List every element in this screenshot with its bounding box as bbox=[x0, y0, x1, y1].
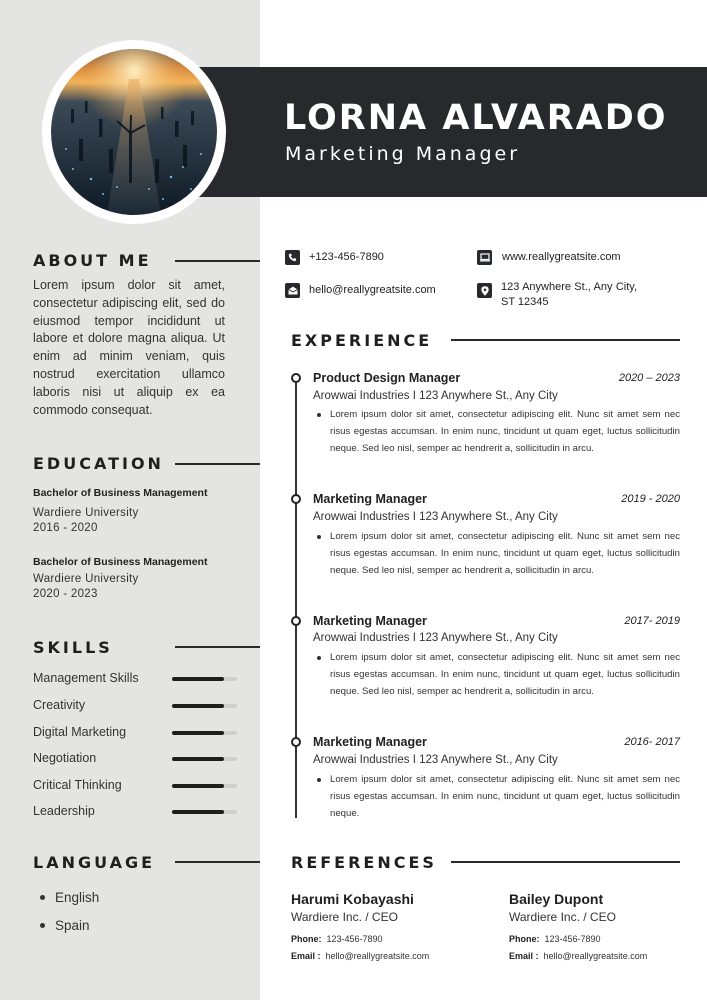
location-pin-icon bbox=[477, 283, 492, 298]
skill-bar bbox=[172, 784, 237, 788]
references-title: REFERENCES bbox=[291, 853, 437, 872]
education-school: Wardiere University bbox=[33, 573, 139, 585]
reference-email-value[interactable]: hello@reallygreatsite.com bbox=[325, 951, 430, 961]
job-years: 2017- 2019 bbox=[624, 615, 680, 627]
bullet-icon bbox=[317, 413, 321, 417]
reference-org: Wardiere Inc. / CEO bbox=[509, 910, 616, 924]
education-years: 2020 - 2023 bbox=[33, 588, 98, 600]
job-description: Lorem ipsum dolor sit amet, consectetur adipiscing elit. Nunc sit amet sem nec risus egestas accumsan. In enim nunc, tincidunt ut quam eget, luctus sollicitudin neque. Sed leo nisl, semper ac hendrerit a, sollicitudin in arcu. bbox=[330, 409, 680, 454]
timeline-line bbox=[295, 378, 297, 818]
job-company: Arowwai Industries I 123 Anywhere St., Any City bbox=[313, 390, 558, 402]
job-company: Arowwai Industries I 123 Anywhere St., Any City bbox=[313, 632, 558, 644]
email-label: Email : bbox=[509, 951, 539, 961]
skill-label: Creativity bbox=[33, 698, 86, 712]
email-label: Email : bbox=[291, 951, 321, 961]
skill-bar bbox=[172, 731, 237, 735]
skill-label: Critical Thinking bbox=[33, 778, 122, 792]
website-link[interactable]: www.reallygreatsite.com bbox=[502, 251, 621, 263]
bullet-icon bbox=[317, 778, 321, 782]
job-title: Marketing Manager bbox=[313, 735, 427, 749]
timeline-dot bbox=[291, 373, 301, 383]
skill-label: Negotiation bbox=[33, 751, 97, 765]
education-school: Wardiere University bbox=[33, 507, 139, 519]
job-description: Lorem ipsum dolor sit amet, consectetur adipiscing elit. Nunc sit amet sem nec risus egestas accumsan. In enim nunc, tincidunt ut quam eget, luctus sollicitudin neque. bbox=[330, 774, 680, 819]
job-title: Product Design Manager bbox=[313, 371, 461, 385]
language-item bbox=[40, 918, 90, 933]
skill-bar-fill bbox=[172, 784, 224, 788]
job-years: 2019 - 2020 bbox=[621, 493, 680, 505]
skill-bar bbox=[172, 704, 237, 708]
education-divider bbox=[175, 463, 260, 465]
timeline-dot bbox=[291, 737, 301, 747]
references-divider bbox=[451, 861, 680, 863]
language-label: English bbox=[55, 890, 100, 905]
skill-bar-fill bbox=[172, 810, 224, 814]
timeline-dot bbox=[291, 616, 301, 626]
skill-bar-fill bbox=[172, 677, 224, 681]
job-description: Lorem ipsum dolor sit amet, consectetur adipiscing elit. Nunc sit amet sem nec risus egestas accumsan. In enim nunc, tincidunt ut quam eget, luctus sollicitudin neque. Sed leo nisl, semper ac hendrerit a, sollicitudin in arcu. bbox=[330, 652, 680, 697]
website-icon bbox=[477, 250, 492, 265]
reference-name: Harumi Kobayashi bbox=[291, 891, 414, 907]
job-company: Arowwai Industries I 123 Anywhere St., Any City bbox=[313, 511, 558, 523]
bullet-icon bbox=[317, 535, 321, 539]
reference-phone-value: 123-456-7890 bbox=[544, 934, 601, 944]
phone-text: +123-456-7890 bbox=[309, 251, 384, 263]
reference-phone-value: 123-456-7890 bbox=[326, 934, 383, 944]
email-icon bbox=[285, 283, 300, 298]
language-label: Spain bbox=[55, 918, 90, 933]
skill-bar-fill bbox=[172, 704, 224, 708]
full-name: LORNA ALVARADO bbox=[284, 98, 668, 138]
skill-label: Leadership bbox=[33, 804, 95, 818]
language-item bbox=[40, 890, 99, 905]
skill-label: Management Skills bbox=[33, 671, 139, 685]
timeline-dot bbox=[291, 494, 301, 504]
education-degree: Bachelor of Business Management bbox=[33, 487, 208, 499]
reference-email bbox=[509, 951, 647, 961]
reference-phone bbox=[291, 934, 383, 944]
reference-org: Wardiere Inc. / CEO bbox=[291, 910, 398, 924]
job-years: 2016- 2017 bbox=[624, 736, 680, 748]
bullet-icon bbox=[317, 656, 321, 660]
phone-label: Phone: bbox=[291, 934, 322, 944]
address-text: 123 Anywhere St., Any City, ST 12345 bbox=[501, 281, 637, 308]
reference-email bbox=[291, 951, 429, 961]
reference-name: Bailey Dupont bbox=[509, 891, 604, 907]
experience-divider bbox=[451, 339, 680, 341]
phone-icon bbox=[285, 250, 300, 265]
skills-title: SKILLS bbox=[33, 638, 113, 657]
job-title: Marketing Manager bbox=[313, 614, 427, 628]
reference-phone bbox=[509, 934, 601, 944]
language-divider bbox=[175, 861, 260, 863]
bullet-icon bbox=[40, 923, 45, 928]
job-role: Marketing Manager bbox=[285, 143, 521, 165]
skill-label: Digital Marketing bbox=[33, 725, 127, 739]
skill-bar bbox=[172, 810, 237, 814]
reference-email-value[interactable]: hello@reallygreatsite.com bbox=[543, 951, 648, 961]
email-link[interactable]: hello@reallygreatsite.com bbox=[309, 284, 436, 296]
skill-bar-fill bbox=[172, 757, 224, 761]
about-text: Lorem ipsum dolor sit amet, consectetur adipiscing elit, sed do eiusmod tempor incididunt ut labore et dolore magna aliqua. Ut enim ad minim veniam, quis nostrud exercitation ullamco laboris nisi ut aliquip ex ea commodo consequat. bbox=[33, 278, 225, 417]
skill-bar bbox=[172, 757, 237, 761]
skill-bar bbox=[172, 677, 237, 681]
skill-bar-fill bbox=[172, 731, 224, 735]
job-title: Marketing Manager bbox=[313, 492, 427, 506]
about-divider bbox=[175, 260, 260, 262]
skills-divider bbox=[175, 646, 260, 648]
education-title: EDUCATION bbox=[33, 454, 164, 473]
experience-title: EXPERIENCE bbox=[291, 331, 433, 350]
profile-photo bbox=[51, 49, 217, 215]
language-title: LANGUAGE bbox=[33, 853, 156, 872]
job-years: 2020 – 2023 bbox=[618, 372, 680, 384]
education-years: 2016 - 2020 bbox=[33, 522, 98, 534]
job-company: Arowwai Industries I 123 Anywhere St., Any City bbox=[313, 754, 558, 766]
phone-label: Phone: bbox=[509, 934, 540, 944]
education-degree: Bachelor of Business Management bbox=[33, 556, 208, 568]
job-description: Lorem ipsum dolor sit amet, consectetur adipiscing elit. Nunc sit amet sem nec risus egestas accumsan. In enim nunc, tincidunt ut quam eget, luctus sollicitudin neque. Sed leo nisl, semper ac hendrerit a, sollicitudin in arcu. bbox=[330, 531, 680, 576]
bullet-icon bbox=[40, 895, 45, 900]
about-title: ABOUT ME bbox=[33, 251, 152, 270]
